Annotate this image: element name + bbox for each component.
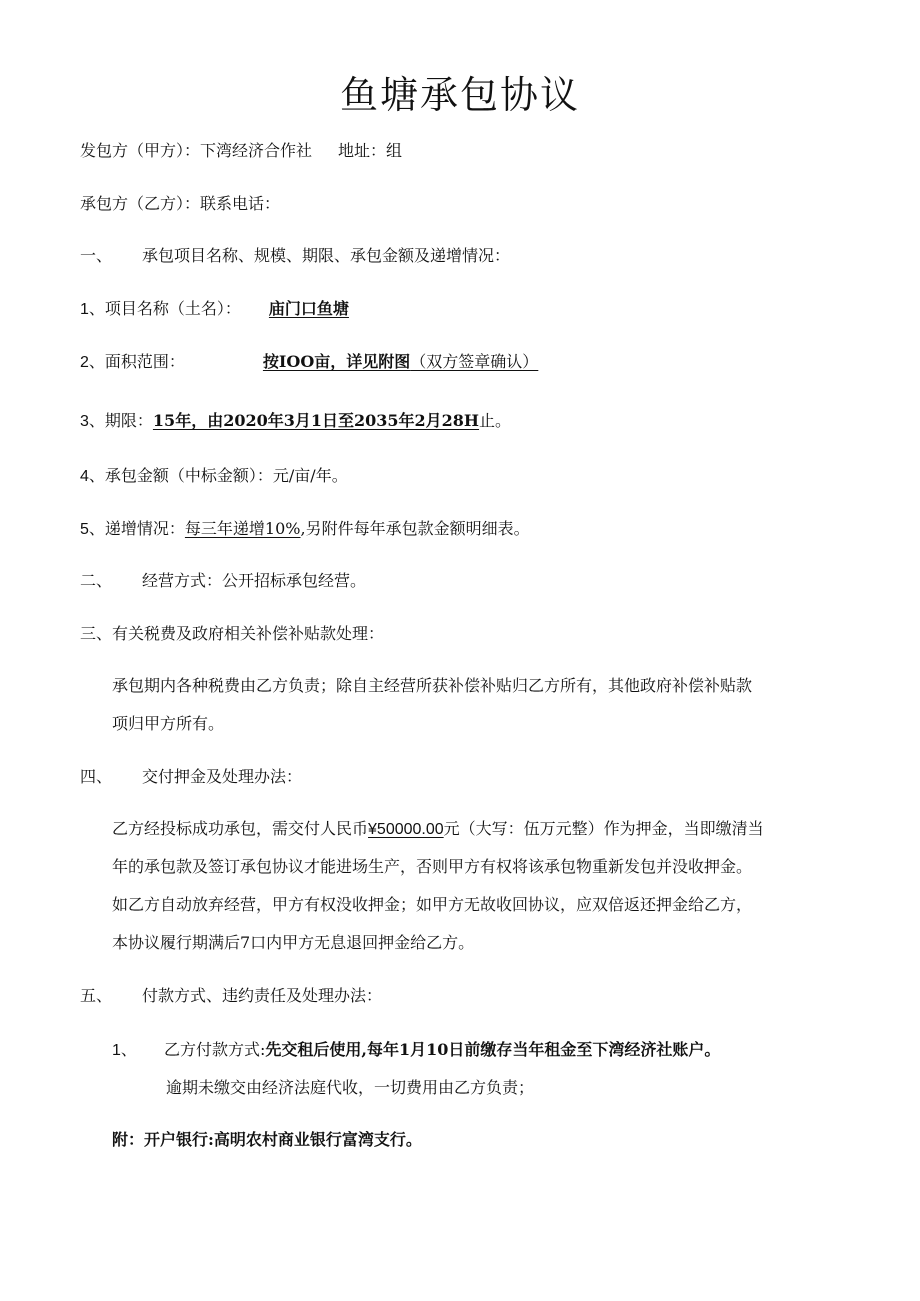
item-5-line xyxy=(80,518,530,541)
item-1-label: 项目名称（土名）： xyxy=(104,299,241,318)
section-4-paragraph-line-1 xyxy=(112,818,764,841)
item-5-label: 递增情况： xyxy=(104,519,185,538)
party-a-line xyxy=(80,140,402,162)
section-1-number: 一、 xyxy=(80,246,113,265)
section-5-number: 五、 xyxy=(80,986,113,1005)
section-3-paragraph-line-2: 项归甲方所有。 xyxy=(112,714,225,733)
section-1-heading xyxy=(80,245,510,267)
section-2-title: 经营方式：公开招标承包经营。 xyxy=(142,571,367,590)
item-2-number: 2、 xyxy=(80,354,105,371)
section-5-sub-1-value: 先交租后使用,每年1月10日前缴存当年租金至下湾经济社账户。 xyxy=(265,1040,721,1059)
section-4-paragraph-line-4: 本协议履行期满后7口内甲方无息退回押金给乙方。 xyxy=(112,933,475,952)
item-3-label: 期限： xyxy=(104,411,153,430)
item-3-value: 15年，由2020年3月1日至2035年2月28H xyxy=(152,411,480,430)
section-4-paragraph-line-2: 年的承包款及签订承包协议才能进场生产，否则甲方有权将该承包物重新发包并没收押金。 xyxy=(112,857,753,876)
section-2-heading xyxy=(80,570,366,592)
section-5-sub-1-line-1 xyxy=(112,1039,720,1062)
section-4-paragraph-line-3: 如乙方自动放弃经营，甲方有权没收押金；如甲方无故收回协议，应双倍返还押金给乙方， xyxy=(112,895,753,914)
document-title: 鱼塘承包协议 xyxy=(339,73,580,117)
item-3-line xyxy=(80,410,511,433)
section-1-title: 承包项目名称、规模、期限、承包金额及递增情况： xyxy=(142,246,511,265)
party-a-address-value: 组 xyxy=(386,141,403,160)
party-b-phone-label: 联系电话： xyxy=(200,194,281,213)
item-1-number: 1、 xyxy=(80,301,105,318)
section-5-sub-1-line-2: 逾期未缴交由经济法庭代收，一切费用由乙方负责； xyxy=(166,1078,535,1097)
section-3-heading: 三、有关税费及政府相关补偿补贴款处理： xyxy=(80,624,385,643)
item-2-value-bold: 按IOO亩，详见附图 xyxy=(262,352,411,371)
item-4-line xyxy=(80,465,348,488)
deposit-text-pre: 乙方经投标成功承包，需交付人民币 xyxy=(112,819,369,838)
section-2-number: 二、 xyxy=(80,571,113,590)
item-4-number: 4、 xyxy=(80,468,105,485)
section-5-title: 付款方式、违约责任及处理办法： xyxy=(142,986,383,1005)
party-b-label: 承包方（乙方）： xyxy=(80,194,201,213)
item-1-line xyxy=(80,298,349,321)
section-5-heading xyxy=(80,985,382,1007)
item-2-value xyxy=(263,352,538,371)
item-2-value-rest: （双方签章确认） xyxy=(410,352,539,371)
item-5-suffix: ,另附件每年承包款金额明细表。 xyxy=(300,519,530,538)
section-3-paragraph-line-1: 承包期内各种税费由乙方负责；除自主经营所获补偿补贴归乙方所有，其他政府补偿补贴款 xyxy=(112,676,753,695)
party-a-address-label: 地址： xyxy=(338,141,387,160)
deposit-text-post: 元（大写：伍万元整）作为押金，当即缴清当 xyxy=(443,819,764,838)
section-4-title: 交付押金及处理办法： xyxy=(142,767,303,786)
appendix-bank-info: 附：开户银行:高明农村商业银行富湾支行。 xyxy=(112,1130,422,1149)
item-5-number: 5、 xyxy=(80,521,105,538)
item-3-number: 3、 xyxy=(80,413,105,430)
party-a-name: 下湾经济合作社 xyxy=(200,141,313,160)
section-5-sub-1-label: 乙方付款方式: xyxy=(164,1040,266,1059)
item-2-label: 面积范围： xyxy=(104,352,185,371)
deposit-amount: ¥50000.00 xyxy=(368,821,444,838)
item-1-value: 庙门口鱼塘 xyxy=(268,299,349,318)
item-5-value: 每三年递增10% xyxy=(184,519,301,538)
section-4-number: 四、 xyxy=(80,767,113,786)
party-a-label: 发包方（甲方）： xyxy=(80,141,201,160)
section-4-heading xyxy=(80,766,302,788)
item-4-label: 承包金额（中标金额）：元/亩/年。 xyxy=(104,466,348,485)
section-5-sub-1-number: 1、 xyxy=(112,1042,137,1059)
party-b-line xyxy=(80,193,280,215)
item-3-suffix: 止。 xyxy=(479,411,512,430)
item-2-line xyxy=(80,351,538,374)
